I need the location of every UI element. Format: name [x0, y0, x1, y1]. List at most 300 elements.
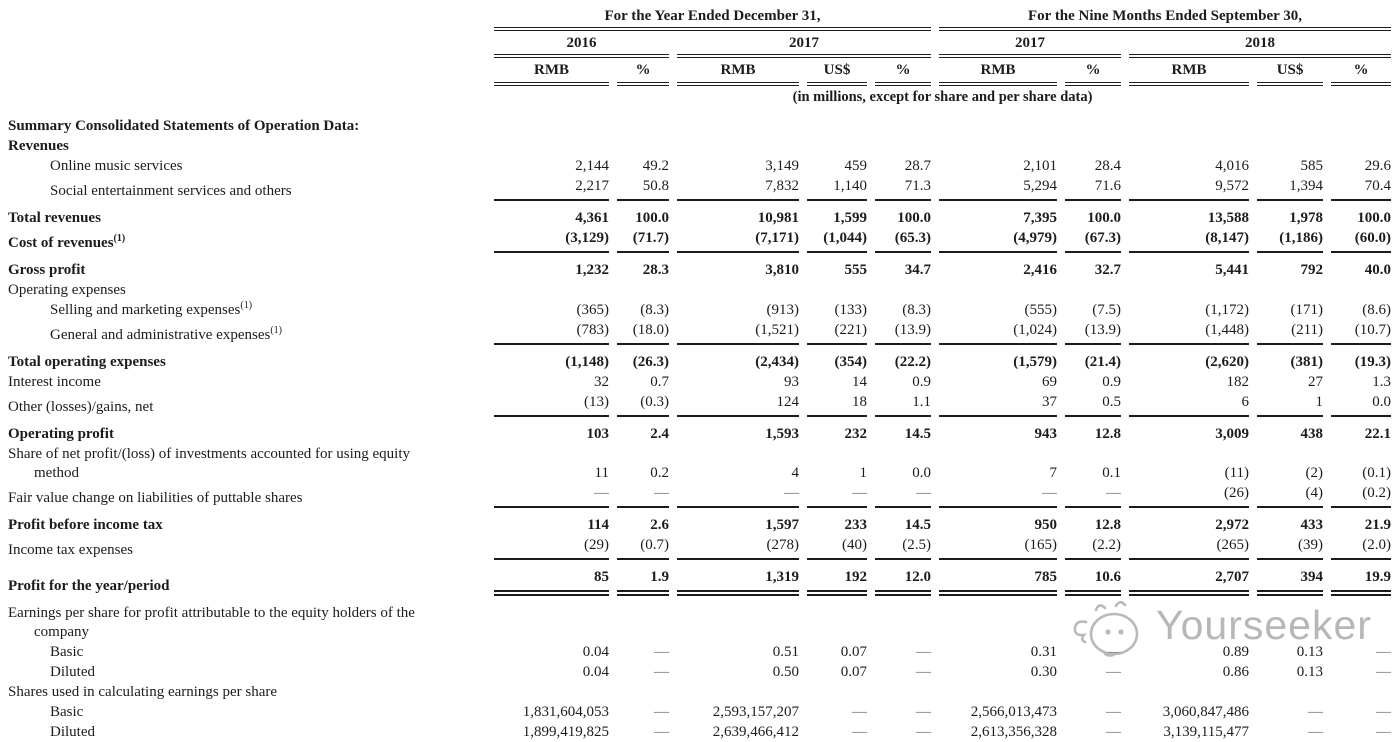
- table-row: [8, 280, 1391, 300]
- cell-value: 433: [1300, 517, 1324, 533]
- header-spacer: [8, 58, 486, 86]
- cell-value: [617, 136, 669, 156]
- cell-value: (4,979): [939, 228, 1057, 253]
- cell-value: —: [1376, 724, 1392, 740]
- cell-value: 2,707: [1129, 560, 1249, 596]
- header-period-2017: 2017: [677, 31, 931, 58]
- footnote-marker: (1): [270, 325, 283, 336]
- cell-value: (2): [1305, 465, 1324, 481]
- cell-value: 1,593: [765, 426, 799, 442]
- row-label: Shares used in calculating earnings per share: [8, 684, 278, 700]
- header-group-nine-months: For the Nine Months Ended September 30,: [939, 0, 1391, 31]
- cell-value: 28.7: [904, 158, 932, 174]
- cell-value: (13.9): [1065, 320, 1121, 345]
- cell-value: 9,572: [1129, 176, 1249, 201]
- cell-value: [1065, 136, 1121, 156]
- cell-value: —: [1106, 664, 1122, 680]
- cell-value: [494, 596, 609, 642]
- cell-value: 1: [1257, 392, 1323, 417]
- cell-value: 19.9: [1331, 560, 1391, 596]
- header-spacer: [8, 31, 486, 58]
- header-col-pct: %: [1331, 58, 1391, 86]
- cell-value: —: [916, 704, 932, 720]
- cell-value: 7: [1049, 465, 1058, 481]
- cell-value: 2.4: [650, 426, 669, 442]
- cell-value: (278): [677, 535, 799, 560]
- cell-value: [1257, 596, 1323, 642]
- cell-value: —: [494, 483, 609, 508]
- cell-value: [1129, 136, 1249, 156]
- cell-value: (2,620): [1205, 354, 1250, 370]
- cell-value: 0.1: [1102, 465, 1122, 481]
- row-label: Total operating expenses: [8, 354, 166, 370]
- cell-value: 93: [784, 374, 799, 390]
- cell-value: (71.7): [617, 228, 669, 253]
- cell-value: 0.04: [582, 664, 609, 680]
- row-label: Profit before income tax: [8, 517, 163, 533]
- cell-value: 438: [1300, 426, 1324, 442]
- cell-value: (2,434): [755, 354, 799, 370]
- cell-value: 49.2: [642, 158, 669, 174]
- cell-value: (133): [834, 302, 867, 318]
- cell-value: 32.7: [1094, 262, 1122, 278]
- header-col-rmb: RMB: [494, 58, 609, 86]
- table-row: [8, 176, 1391, 201]
- header-col-pct: %: [1065, 58, 1121, 86]
- header-period-2017-nm: 2017: [939, 31, 1121, 58]
- cell-value: (65.3): [875, 228, 931, 253]
- cell-value: 2,639,466,412: [712, 724, 799, 740]
- row-label: Earnings per share for profit attributable to the equity holders of the company: [8, 605, 415, 640]
- cell-value: [1129, 682, 1249, 702]
- cell-value: (265): [1129, 535, 1249, 560]
- cell-value: (11): [1224, 465, 1250, 481]
- cell-value: 459: [844, 158, 867, 174]
- cell-value: 0.04: [582, 644, 609, 660]
- cell-value: (0.7): [617, 535, 669, 560]
- cell-value: 192: [807, 560, 867, 596]
- cell-value: —: [654, 664, 669, 680]
- cell-value: (8.6): [1362, 302, 1392, 318]
- cell-value: (8.3): [640, 302, 669, 318]
- cell-value: 100.0: [897, 210, 932, 226]
- cell-value: [1065, 682, 1121, 702]
- cell-value: (18.0): [617, 320, 669, 345]
- header-col-rmb: RMB: [677, 58, 799, 86]
- cell-value: 85: [494, 560, 609, 596]
- cell-value: (0.3): [617, 392, 669, 417]
- cell-value: 100.0: [1087, 210, 1122, 226]
- header-col-rmb: RMB: [1129, 58, 1249, 86]
- cell-value: 22.1: [1364, 426, 1392, 442]
- cell-value: [494, 280, 609, 300]
- cell-value: 0.0: [1331, 392, 1391, 417]
- table-body: [8, 109, 1391, 742]
- cell-value: (354): [834, 354, 867, 370]
- cell-value: 0.0: [912, 465, 932, 481]
- header-col-pct: %: [875, 58, 931, 86]
- cell-value: 233: [844, 517, 867, 533]
- cell-value: (381): [1290, 354, 1324, 370]
- cell-value: (0.1): [1362, 465, 1392, 481]
- cell-value: 394: [1257, 560, 1323, 596]
- cell-value: 1.1: [875, 392, 931, 417]
- cell-value: 12.0: [875, 560, 931, 596]
- cell-value: [939, 109, 1057, 136]
- cell-value: (8.3): [902, 302, 932, 318]
- cell-value: (171): [1290, 302, 1324, 318]
- cell-value: 3,139,115,477: [1163, 724, 1250, 740]
- table-row: [8, 320, 1391, 345]
- cell-value: [875, 136, 931, 156]
- header-spacer: [8, 0, 486, 31]
- table-header: [8, 0, 1391, 109]
- cell-value: [677, 280, 799, 300]
- cell-value: [1331, 682, 1391, 702]
- cell-value: —: [1106, 644, 1122, 660]
- table-row: [8, 682, 1391, 702]
- row-label: Cost of revenues$^{(1)}$: [8, 233, 126, 251]
- cell-value: —: [875, 483, 931, 508]
- cell-value: 21.9: [1364, 517, 1392, 533]
- cell-value: (29): [494, 535, 609, 560]
- cell-value: 70.4: [1331, 176, 1391, 201]
- cell-value: 103: [586, 426, 609, 442]
- cell-value: [494, 136, 609, 156]
- cell-value: (10.7): [1331, 320, 1391, 345]
- row-label: Basic: [50, 704, 84, 720]
- cell-value: 29.6: [1364, 158, 1392, 174]
- table-row: [8, 508, 1391, 535]
- cell-value: 950: [1034, 517, 1058, 533]
- cell-value: 40.0: [1364, 262, 1392, 278]
- cell-value: (1,024): [939, 320, 1057, 345]
- cell-value: 943: [1034, 426, 1058, 442]
- cell-value: (8,147): [1129, 228, 1249, 253]
- cell-value: 1.3: [1372, 374, 1392, 390]
- row-label: Income tax expenses: [8, 542, 133, 558]
- table-row: [8, 662, 1391, 682]
- cell-value: [1257, 109, 1323, 136]
- cell-value: 1,394: [1257, 176, 1323, 201]
- cell-value: [1257, 682, 1323, 702]
- cell-value: 5,294: [939, 176, 1057, 201]
- cell-value: 124: [677, 392, 799, 417]
- cell-value: (555): [1024, 302, 1058, 318]
- cell-value: —: [654, 724, 669, 740]
- cell-value: —: [807, 483, 867, 508]
- row-label: Total revenues: [8, 210, 101, 226]
- cell-value: 12.8: [1094, 517, 1122, 533]
- cell-value: (7.5): [1092, 302, 1122, 318]
- row-label: Social entertainment services and others: [50, 183, 292, 199]
- cell-value: 0.07: [840, 664, 867, 680]
- cell-value: 1.9: [617, 560, 669, 596]
- cell-value: (1,044): [807, 228, 867, 253]
- cell-value: 785: [939, 560, 1057, 596]
- cell-value: 2,101: [1023, 158, 1058, 174]
- cell-value: 0.07: [840, 644, 867, 660]
- cell-value: 0.7: [650, 374, 669, 390]
- cell-value: —: [654, 704, 669, 720]
- row-label: Summary Consolidated Statements of Operation Data:: [8, 118, 360, 134]
- cell-value: [1065, 280, 1121, 300]
- row-label: Online music services: [50, 158, 183, 174]
- cell-value: 0.30: [1030, 664, 1058, 680]
- header-group-year-ended: For the Year Ended December 31,: [494, 0, 931, 31]
- header-col-usd: US$: [807, 58, 867, 86]
- cell-value: (211): [1257, 320, 1323, 345]
- cell-value: 14.5: [904, 517, 932, 533]
- header-period-2018-nm: 2018: [1129, 31, 1391, 58]
- row-label: Other (losses)/gains, net: [8, 399, 154, 415]
- table-row: [8, 253, 1391, 280]
- cell-value: 2.6: [650, 517, 669, 533]
- row-label: Interest income: [8, 374, 101, 390]
- cell-value: (4): [1257, 483, 1323, 508]
- cell-value: [939, 280, 1057, 300]
- cell-value: —: [1065, 483, 1121, 508]
- cell-value: 0.2: [650, 465, 669, 481]
- row-label: Revenues: [8, 138, 69, 154]
- cell-value: 0.89: [1222, 644, 1250, 660]
- cell-value: 11: [594, 465, 609, 481]
- cell-value: 2,416: [1023, 262, 1058, 278]
- cell-value: 14: [852, 374, 867, 390]
- cell-value: 1,140: [807, 176, 867, 201]
- table-row: [8, 109, 1391, 136]
- cell-value: 2,972: [1215, 517, 1250, 533]
- cell-value: (2.5): [875, 535, 931, 560]
- cell-value: (0.2): [1331, 483, 1391, 508]
- row-label: Gross profit: [8, 262, 86, 278]
- cell-value: [875, 109, 931, 136]
- header-period-row: [8, 31, 1391, 58]
- cell-value: 2,144: [575, 158, 609, 174]
- header-col-rmb: RMB: [939, 58, 1057, 86]
- cell-value: [677, 682, 799, 702]
- table-row: [8, 136, 1391, 156]
- cell-value: (21.4): [1084, 354, 1122, 370]
- cell-value: 37: [939, 392, 1057, 417]
- cell-value: [1129, 596, 1249, 642]
- cell-value: 1,978: [1289, 210, 1324, 226]
- cell-value: [807, 280, 867, 300]
- cell-value: —: [617, 483, 669, 508]
- cell-value: 69: [1042, 374, 1058, 390]
- units-note: (in millions, except for share and per share data): [792, 89, 1093, 105]
- cell-value: 0.9: [912, 374, 932, 390]
- cell-value: (1,521): [677, 320, 799, 345]
- cell-value: —: [916, 644, 932, 660]
- cell-value: —: [1376, 644, 1392, 660]
- footnote-marker: (1): [113, 233, 126, 244]
- cell-value: —: [916, 664, 932, 680]
- header-col-usd: US$: [1257, 58, 1323, 86]
- cell-value: —: [1106, 704, 1122, 720]
- cell-value: 50.8: [617, 176, 669, 201]
- cell-value: —: [939, 483, 1057, 508]
- cell-value: [617, 109, 669, 136]
- cell-value: 7,395: [1023, 210, 1058, 226]
- cell-value: 2,613,356,328: [970, 724, 1058, 740]
- row-label: Share of net profit/(loss) of investments accounted for using equity method: [8, 446, 410, 481]
- cell-value: [617, 280, 669, 300]
- cell-value: 0.50: [772, 664, 799, 680]
- header-group-row: [8, 0, 1391, 31]
- cell-value: 1,597: [765, 517, 799, 533]
- cell-value: 4,016: [1215, 158, 1250, 174]
- cell-value: [617, 596, 669, 642]
- cell-value: [677, 596, 799, 642]
- cell-value: —: [916, 724, 932, 740]
- cell-value: [1331, 596, 1391, 642]
- cell-value: 0.31: [1030, 644, 1058, 660]
- row-label: Operating profit: [8, 426, 114, 442]
- cell-value: —: [1376, 704, 1392, 720]
- watermark-text: Yourseeker: [1156, 601, 1372, 648]
- cell-value: 6: [1129, 392, 1249, 417]
- cell-value: 3,149: [765, 158, 799, 174]
- header-spacer: [8, 86, 486, 109]
- table-row: [8, 345, 1391, 372]
- row-label: Fair value change on liabilities of puttable shares: [8, 490, 303, 506]
- cell-value: 100.0: [1357, 210, 1392, 226]
- cell-value: (2.2): [1065, 535, 1121, 560]
- cell-value: 0.51: [772, 644, 799, 660]
- cell-value: 1: [859, 465, 867, 481]
- cell-value: [875, 280, 931, 300]
- cell-value: (13): [494, 392, 609, 417]
- row-label: Operating expenses: [8, 282, 126, 298]
- cell-value: [1065, 109, 1121, 136]
- cell-value: (1,172): [1205, 302, 1250, 318]
- cell-value: (2.0): [1331, 535, 1391, 560]
- cell-value: 100.0: [635, 210, 669, 226]
- cell-value: 5,441: [1215, 262, 1250, 278]
- cell-value: (1,448): [1129, 320, 1249, 345]
- row-label: General and administrative expenses$^{(1)}$: [50, 325, 283, 343]
- cell-value: 71.3: [875, 176, 931, 201]
- cell-value: —: [1106, 724, 1122, 740]
- row-label: Selling and marketing expenses$^{(1)}$: [50, 300, 253, 318]
- cell-value: 792: [1300, 262, 1324, 278]
- cell-value: 18: [807, 392, 867, 417]
- cell-value: 585: [1300, 158, 1324, 174]
- cell-value: 1,319: [677, 560, 799, 596]
- cell-value: [807, 596, 867, 642]
- cell-value: (165): [939, 535, 1057, 560]
- cell-value: (26): [1129, 483, 1249, 508]
- cell-value: 10,981: [757, 210, 799, 226]
- cell-value: (365): [576, 302, 609, 318]
- cell-value: 0.86: [1222, 664, 1250, 680]
- cell-value: (1,579): [1013, 354, 1058, 370]
- header-units-row: [8, 86, 1391, 109]
- cell-value: 13,588: [1207, 210, 1250, 226]
- cell-value: (26.3): [632, 354, 669, 370]
- cell-value: 1,831,604,053: [522, 704, 609, 720]
- cell-value: [807, 136, 867, 156]
- cell-value: (19.3): [1354, 354, 1392, 370]
- cell-value: (1,148): [565, 354, 609, 370]
- cell-value: [494, 682, 609, 702]
- cell-value: (913): [766, 302, 799, 318]
- row-label: Profit for the year/period: [8, 578, 170, 594]
- cell-value: 4: [791, 465, 799, 481]
- cell-value: 0.13: [1296, 644, 1324, 660]
- cell-value: (7,171): [677, 228, 799, 253]
- cell-value: 2,566,013,473: [970, 704, 1058, 720]
- cell-value: [617, 682, 669, 702]
- table-row: [8, 702, 1391, 722]
- cell-value: (67.3): [1065, 228, 1121, 253]
- cell-value: 1,232: [575, 262, 609, 278]
- cell-value: 0.9: [1102, 374, 1122, 390]
- cell-value: (60.0): [1331, 228, 1391, 253]
- cell-value: (13.9): [875, 320, 931, 345]
- cell-value: 0.13: [1296, 664, 1324, 680]
- cell-value: (39): [1257, 535, 1323, 560]
- cell-value: 34.7: [904, 262, 932, 278]
- cell-value: 28.4: [1094, 158, 1122, 174]
- cell-value: 4,361: [575, 210, 609, 226]
- cell-value: [807, 109, 867, 136]
- cell-value: 182: [1226, 374, 1250, 390]
- cell-value: [677, 109, 799, 136]
- header-period-2016: 2016: [494, 31, 669, 58]
- cell-value: 2,217: [494, 176, 609, 201]
- cell-value: (783): [494, 320, 609, 345]
- cell-value: [939, 136, 1057, 156]
- cell-value: 71.6: [1065, 176, 1121, 201]
- row-label: Diluted: [50, 724, 95, 740]
- cell-value: 32: [594, 374, 609, 390]
- table-row: [8, 417, 1391, 444]
- table-row: [8, 722, 1391, 742]
- cell-value: —: [852, 704, 867, 720]
- table-row: [8, 392, 1391, 417]
- table-row: [8, 156, 1391, 176]
- cell-value: [1065, 596, 1121, 642]
- cell-value: [1129, 109, 1249, 136]
- cell-value: 0.5: [1065, 392, 1121, 417]
- table-row: [8, 642, 1391, 662]
- cell-value: 3,810: [765, 262, 799, 278]
- cell-value: —: [852, 724, 867, 740]
- cell-value: 12.8: [1094, 426, 1122, 442]
- cell-value: (40): [807, 535, 867, 560]
- cell-value: [494, 109, 609, 136]
- cell-value: 114: [587, 517, 609, 533]
- cell-value: [1331, 136, 1391, 156]
- cell-value: (22.2): [894, 354, 932, 370]
- cell-value: 3,009: [1215, 426, 1250, 442]
- cell-value: —: [677, 483, 799, 508]
- cell-value: 555: [844, 262, 867, 278]
- cell-value: 1,599: [833, 210, 867, 226]
- cell-value: [875, 682, 931, 702]
- table-row: [8, 201, 1391, 228]
- cell-value: 3,060,847,486: [1162, 704, 1250, 720]
- cell-value: [677, 136, 799, 156]
- cell-value: [1257, 136, 1323, 156]
- footnote-marker: (1): [240, 300, 253, 311]
- cell-value: [1331, 280, 1391, 300]
- cell-value: [1129, 280, 1249, 300]
- table-row: [8, 228, 1391, 253]
- table-row: [8, 483, 1391, 508]
